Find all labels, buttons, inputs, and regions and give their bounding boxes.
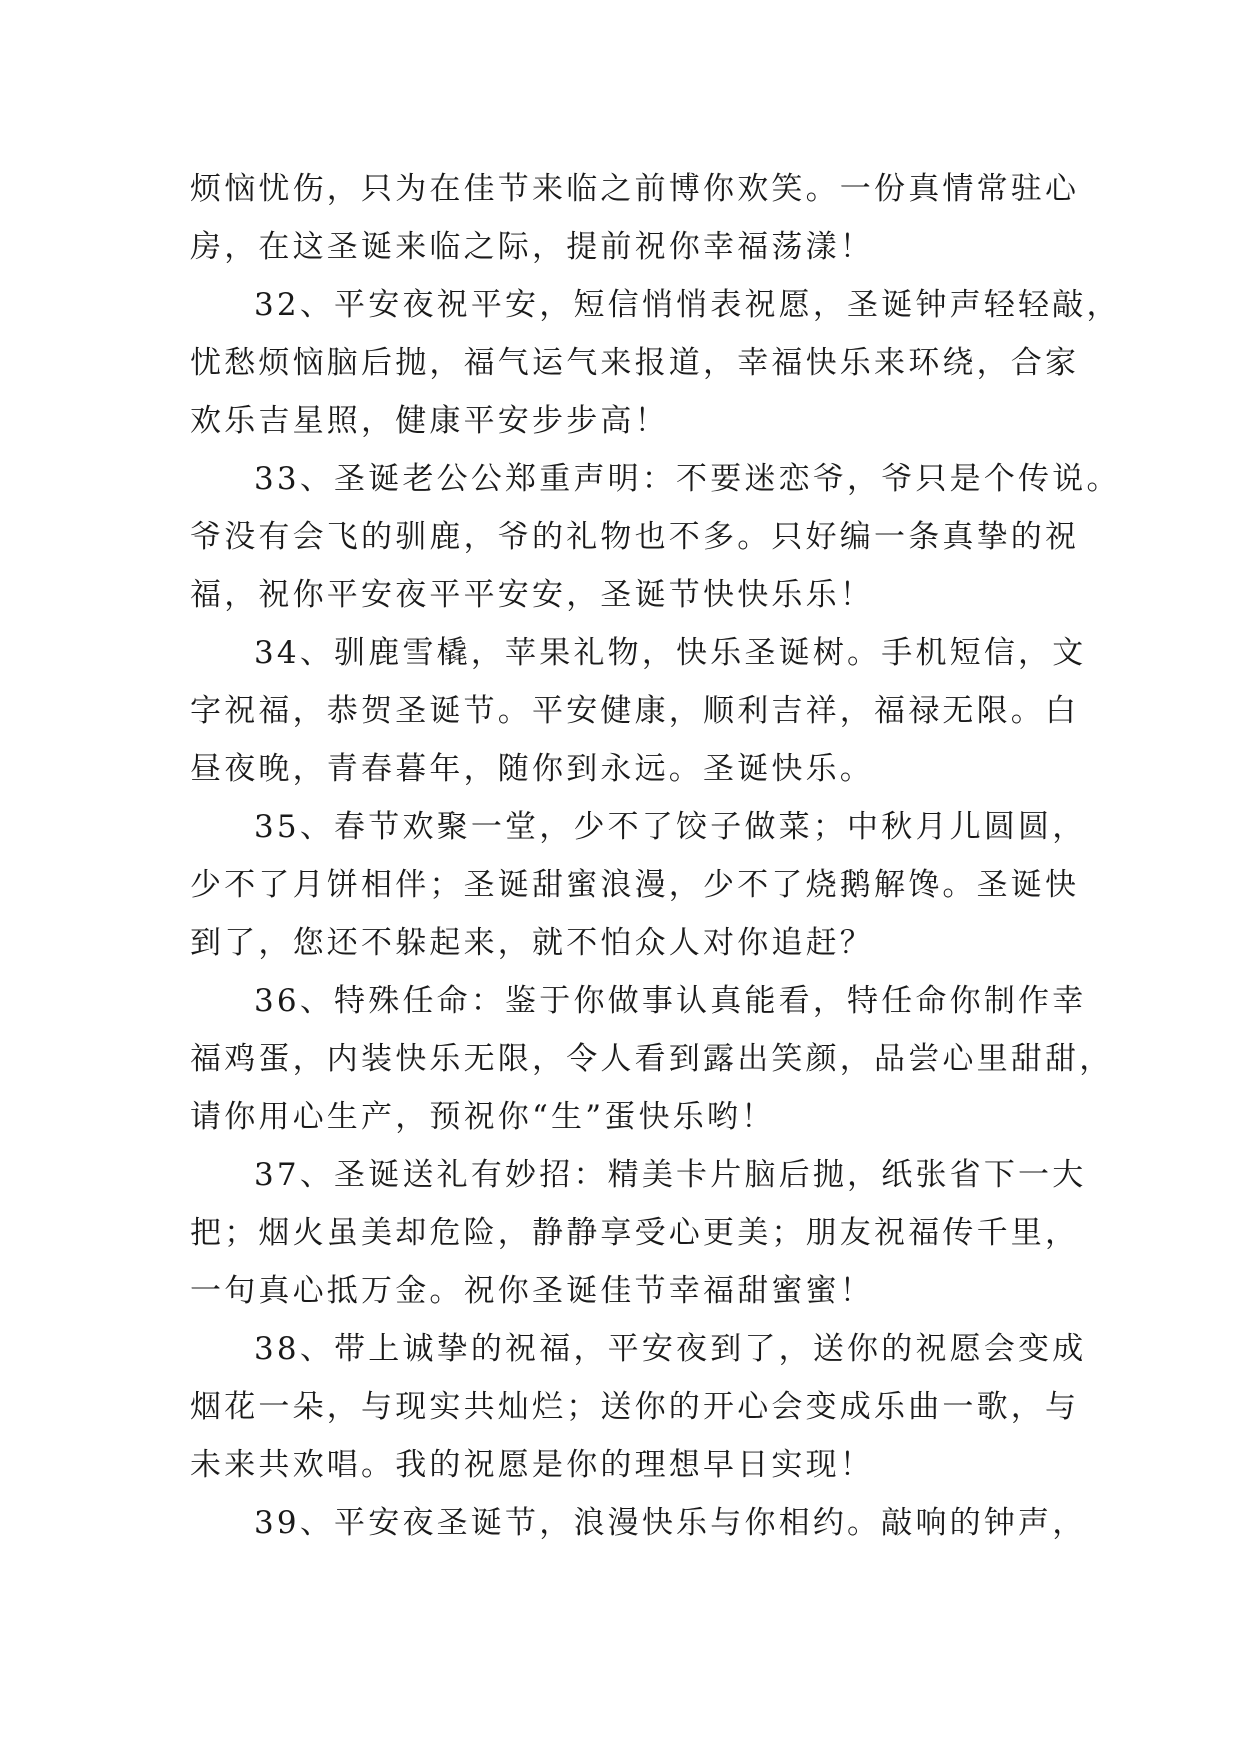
- text-line: 房，在这圣诞来临之际，提前祝你幸福荡漾！: [190, 229, 874, 265]
- text-line: 爷没有会飞的驯鹿，爷的礼物也不多。只好编一条真挚的祝: [190, 519, 1080, 555]
- paragraph-37: [190, 1146, 1087, 1320]
- text-line: 32、平安夜祝平安，短信悄悄表祝愿，圣诞钟声轻轻敲，: [254, 287, 1121, 323]
- text-line: 把；烟火虽美却危险，静静享受心更美；朋友祝福传千里，: [190, 1215, 1080, 1251]
- text-line: 忧愁烦恼脑后抛，福气运气来报道，幸福快乐来环绕，合家: [190, 345, 1080, 381]
- text-line: 一句真心抵万金。祝你圣诞佳节幸福甜蜜蜜！: [190, 1273, 874, 1309]
- paragraph-36: [190, 972, 1114, 1146]
- text-line: 39、平安夜圣诞节，浪漫快乐与你相约。敲响的钟声，: [254, 1505, 1087, 1541]
- paragraph-31-continuation: [190, 160, 1080, 276]
- text-line: 36、特殊任命：鉴于你做事认真能看，特任命你制作幸: [254, 983, 1087, 1019]
- text-line: 福鸡蛋，内装快乐无限，令人看到露出笑颜，品尝心里甜甜，: [190, 1041, 1114, 1077]
- text-line: 欢乐吉星照，健康平安步步高！: [190, 403, 669, 439]
- paragraph-34: [190, 624, 1087, 798]
- paragraph-35: [190, 798, 1087, 972]
- paragraph-33: [190, 450, 1121, 624]
- text-line: 37、圣诞送礼有妙招：精美卡片脑后抛，纸张省下一大: [254, 1157, 1087, 1193]
- paragraph-38: [190, 1320, 1087, 1494]
- text-line: 少不了月饼相伴；圣诞甜蜜浪漫，少不了烧鹅解馋。圣诞快: [190, 867, 1080, 903]
- text-line: 字祝福，恭贺圣诞节。平安健康，顺利吉祥，福禄无限。白: [190, 693, 1080, 729]
- text-line: 到了，您还不躲起来，就不怕众人对你追赶？: [190, 925, 874, 961]
- text-line: 昼夜晚，青春暮年，随你到永远。圣诞快乐。: [190, 751, 874, 787]
- text-line: 烦恼忧伤，只为在佳节来临之前博你欢笑。一份真情常驻心: [190, 171, 1080, 207]
- paragraph-32: [190, 276, 1121, 450]
- paragraph-39: [190, 1494, 1087, 1552]
- text-line: 34、驯鹿雪橇，苹果礼物，快乐圣诞树。手机短信，文: [254, 635, 1087, 671]
- text-line: 请你用心生产，预祝你“生”蛋快乐哟！: [190, 1099, 776, 1135]
- text-line: 未来共欢唱。我的祝愿是你的理想早日实现！: [190, 1447, 874, 1483]
- text-line: 烟花一朵，与现实共灿烂；送你的开心会变成乐曲一歌，与: [190, 1389, 1080, 1425]
- text-line: 38、带上诚挚的祝福，平安夜到了，送你的祝愿会变成: [254, 1331, 1087, 1367]
- text-line: 33、圣诞老公公郑重声明：不要迷恋爷，爷只是个传说。: [254, 461, 1121, 497]
- document-body: [190, 160, 1121, 1552]
- text-line: 福，祝你平安夜平平安安，圣诞节快快乐乐！: [190, 577, 874, 613]
- text-line: 35、春节欢聚一堂，少不了饺子做菜；中秋月儿圆圆，: [254, 809, 1087, 845]
